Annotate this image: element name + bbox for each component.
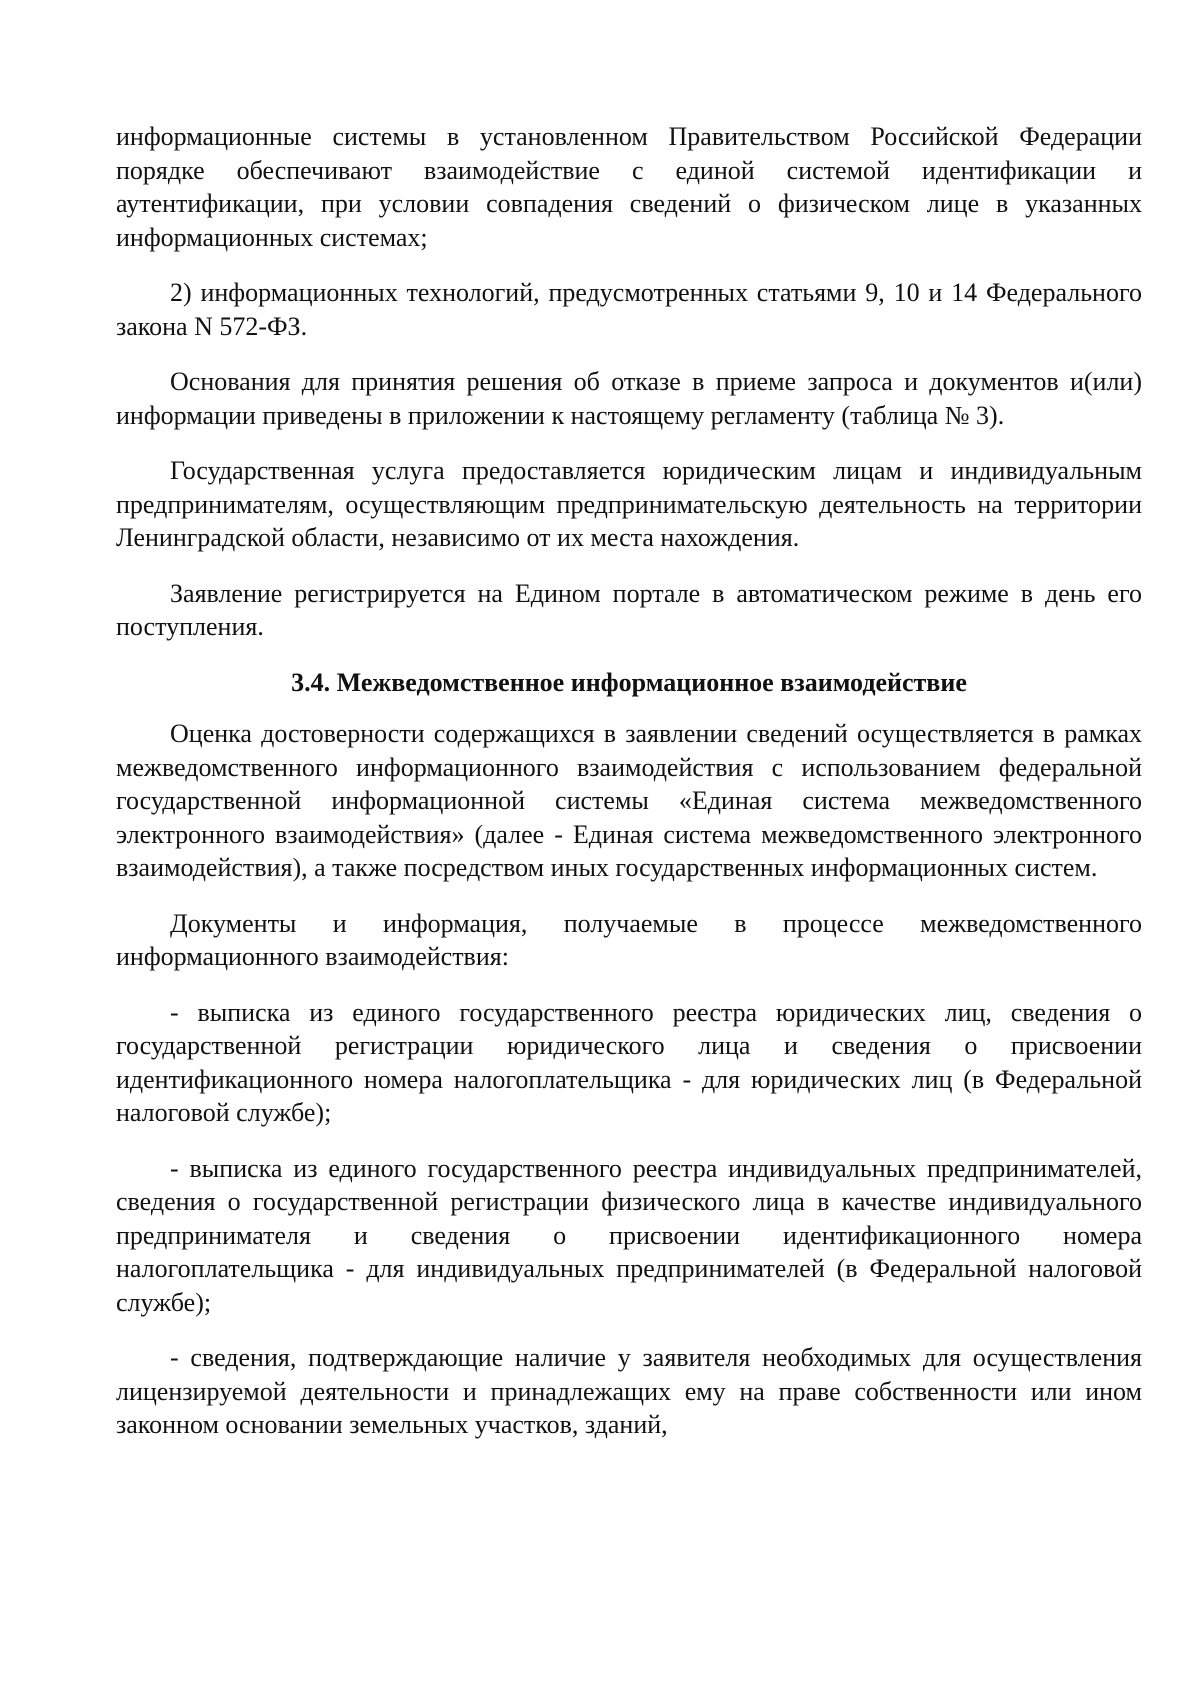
paragraph-info-technologies: 2) информационных технологий, предусмотренных статьями 9, 10 и 14 Федерального закона N 572-ФЗ. [116, 278, 1142, 341]
paragraph-documents-intro: Документы и информация, получаемые в процессе межведомственного информационного взаимодействия: [116, 908, 1142, 971]
paragraph-info-systems: информационные системы в установленном Правительством Российской Федерации порядке обеспечивают взаимодействие с единой системой идентификации и аутентификации, при условии совпадения сведений о физическом лице в указанных информационных системах; [116, 122, 1142, 252]
section-heading: 3.4. Межведомственное информационное взаимодействие [291, 667, 967, 697]
paragraph-service-recipients: Государственная услуга предоставляется юридическим лицам и индивидуальным предпринимателям, осуществляющим предпринимательскую деятельность на территории Ленинградской области, независимо от их места нахождения. [116, 456, 1142, 552]
document-page [116, 120, 1142, 1442]
paragraph-registration: Заявление регистрируется на Едином портале в автоматическом режиме в день его поступления. [116, 578, 1142, 641]
list-item-legal-entities: - выписка из единого государственного реестра юридических лиц, сведения о государственной регистрации юридического лица и сведения о присвоении идентификационного номера налогоплательщика - для юридических лиц (в Федеральной налоговой службе); [116, 997, 1142, 1127]
list-item-entrepreneurs: - выписка из единого государственного реестра индивидуальных предпринимателей, сведения о государственной регистрации физического лица в качестве индивидуального предпринимателя и сведения о присвоении идентификационного номера налогоплательщика - для индивидуальных предпринимателей (в Федеральной налоговой службе); [116, 1153, 1142, 1317]
paragraph-refusal-grounds: Основания для принятия решения об отказе в приеме запроса и документов и(или) информации приведены в приложении к настоящему регламенту (таблица № 3). [116, 367, 1142, 430]
paragraph-reliability-assessment: Оценка достоверности содержащихся в заявлении сведений осуществляется в рамках межведомственного информационного взаимодействия с использованием федеральной государственной информационной системы «Единая система межведомственного электронного взаимодействия» (далее - Единая система межведомственного электронного взаимодействия), а также посредством иных государственных информационных систем. [116, 719, 1142, 882]
list-item-property-info: - сведения, подтверждающие наличие у заявителя необходимых для осуществления лицензируемой деятельности и принадлежащих ему на праве собственности или ином законном основании земельных участков, зданий, [116, 1343, 1142, 1439]
